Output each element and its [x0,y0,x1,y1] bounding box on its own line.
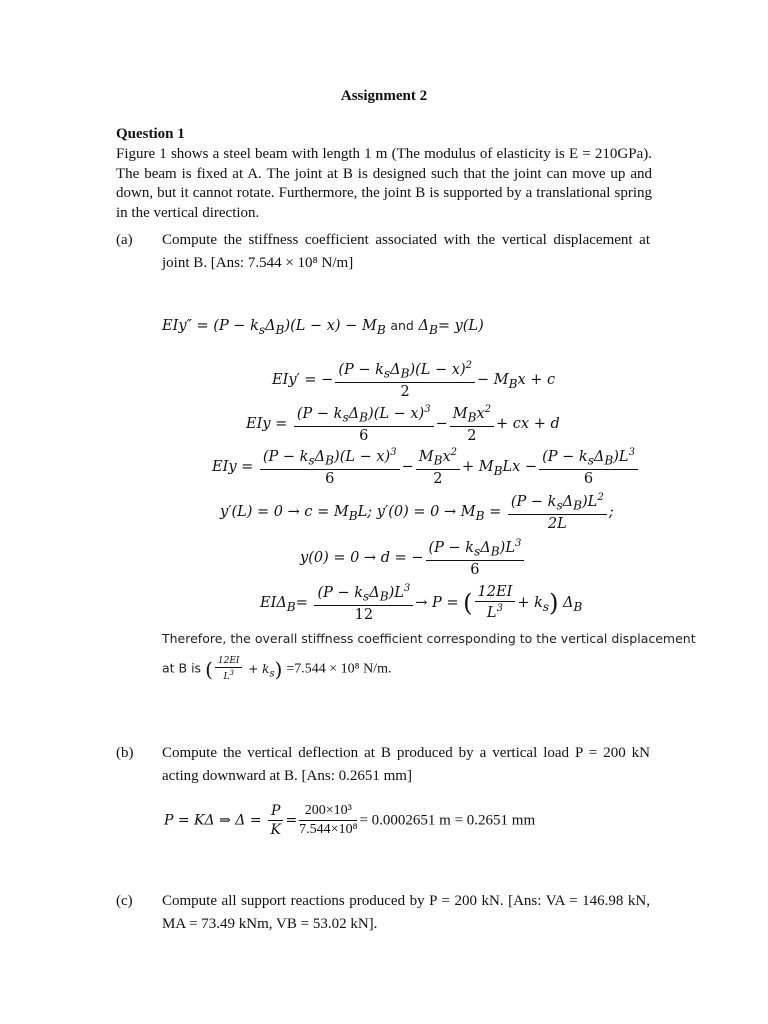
part-b-text: Compute the vertical deflection at B produced by a vertical load P = 200 kN acting downward at B. [Ans: 0.2651 mm] [162,745,650,784]
question-intro: Figure 1 shows a steel beam with length 1 m (The modulus of elasticity is E = 210GPa). The beam is fixed at A. The joint at B is designed such that the joint can move up and down, but it cannot rotate. Furthermore, the joint B is supported by a translational spring in the vertical direction. [116,146,652,221]
conclusion-text: Therefore, the overall stiffness coefficient corresponding to the vertical displacement [162,631,696,646]
equation-1: $EIy'' = (P - k_s\Delta_B)(L - x) - M_B$ and $\Delta_B= y(L)$ [162,318,484,337]
part-c-label: (c) [116,893,133,909]
deflection-den: 7.544×10⁸ [299,822,358,837]
equation-4: EIy = $\frac{(P - k_s\Delta_B)(L - x)^3}{6}$ − $\frac{M_Bx^2}{2}$ + $M_BLx$ − $\frac{(P - k_s\Delta_B)L^3}{6}$ [212,447,640,487]
equation-5: $y'(L) = 0 \to c = M_BL$; $y'(0) = 0 \to M_B$ = $\frac{(P - k_s\Delta_B)L^2}{2L}$ ; [220,492,614,532]
part-c [116,890,652,938]
equation-3: EIy = $\frac{(P - k_s\Delta_B)(L - x)^3}{6}$ − $\frac{M_Bx^2}{2}$ + cx + d [246,404,560,444]
part-a-text: Compute the stiffness coefficient associated with the vertical displacement at joint B. [Ans: 7.544 × 10⁸ N/m] [162,232,650,271]
part-c-text: Compute all support reactions produced by P = 200 kN. [Ans: VA = 146.98 kN, MA = 73.49 kNm, VB = 53.02 kN]. [162,893,650,932]
equation-2: EIy′ = − $\frac{(P - k_s\Delta_B)(L - x)^2}{2}$ − $M_Bx + c$ [272,360,556,400]
deflection-num: 200×10³ [299,803,357,821]
part-a [116,229,652,277]
deflection-result: = 0.0002651 m = 0.2651 mm [359,812,536,829]
stiffness-value: =7.544 × 10⁸ N/m. [286,661,392,677]
part-b [116,742,652,790]
equation-7: $EI\Delta_B=$ $\frac{(P - k_s\Delta_B)L^3}{12}$ → P = ( $\frac{12EI}{L^3}$ + $k_s$) $\Delta_B$ [260,583,583,623]
question-heading: Question 1 [116,126,185,142]
stiffness-result: at B is ( $\frac{12EI}{L^3}$ + $k_s) =7.544 \times 10^8$ N/m. [162,656,392,682]
equation-6: y(0) = 0 → d = − $\frac{(P - k_s\Delta_B)L^3}{6}$ [300,538,526,578]
part-a-label: (a) [116,232,133,248]
part-b-label: (b) [116,745,134,761]
deflection-equation: P = KΔ ⇒ Δ = $\frac{P}{K}$ = $\frac{\text{200×10³}}{\text{7.544×10⁸}}$ = 0.0002651 m = 0.2651 mm [164,803,536,838]
and-word: and [390,318,414,333]
page-title: Assignment 2 [340,88,428,104]
at-b-text: at B is [162,660,202,676]
